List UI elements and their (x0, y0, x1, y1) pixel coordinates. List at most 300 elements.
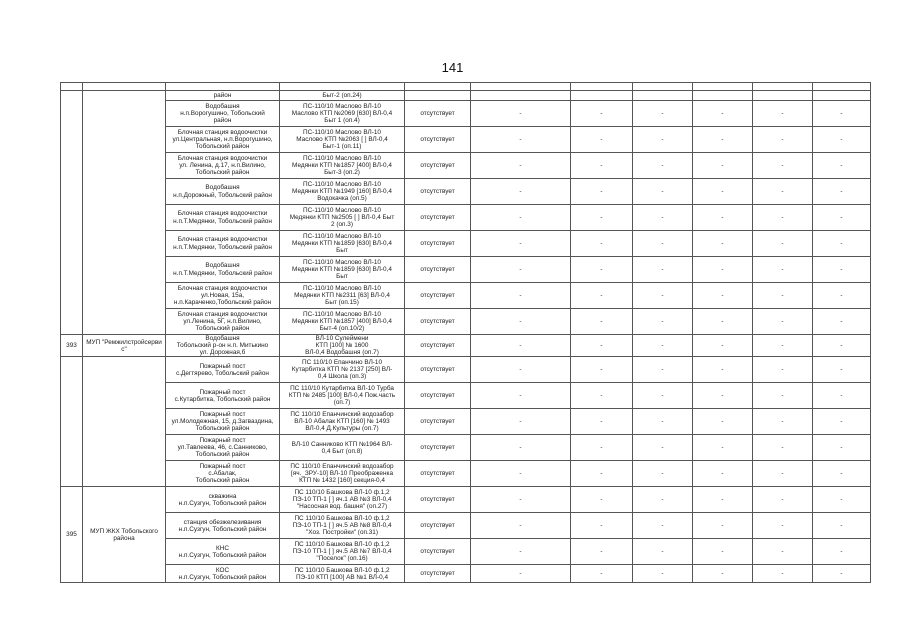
cell-line: Маслово КТП №2069 [630] ВЛ-0,4 (291, 109, 393, 117)
status-cell: отсутствует (405, 101, 471, 127)
cell-line: Блочная станция водоочистки (177, 284, 268, 292)
empty-cell (471, 83, 571, 91)
dash-cell: - (753, 205, 813, 231)
cell-line: ПЭ-10 ТП-1 [ ] яч.5 АВ №7 ВЛ-0,4 (292, 548, 392, 556)
dash-cell: - (633, 309, 693, 335)
dash-cell: - (633, 487, 693, 513)
dash-cell: - (571, 539, 633, 565)
dash-cell: - (633, 513, 693, 539)
dash-cell: - (813, 205, 871, 231)
table-row (61, 283, 871, 309)
cell-line: Тобольский район (195, 143, 250, 151)
cell-line: ул.Ленина, 5Г, н.п.Вилино, (183, 317, 262, 325)
cell-line: Медянки КТП №1857 [400] ВЛ-0,4 (292, 161, 392, 169)
status-cell (405, 91, 471, 101)
cell-line: Пожарный пост (199, 411, 246, 419)
organization-cell (83, 91, 166, 335)
dash-cell: - (633, 435, 693, 461)
dash-cell: - (633, 461, 693, 487)
cell-line: Тобольский р-он н.п. Митькино (176, 342, 269, 350)
power-source-cell (280, 179, 405, 205)
dash-cell: - (753, 435, 813, 461)
dash-cell: - (693, 179, 753, 205)
table-row (61, 487, 871, 513)
empty-cell (693, 83, 753, 91)
table-row (61, 565, 871, 583)
power-source-cell (280, 283, 405, 309)
cell-line: ПС-110/10 Маслово ВЛ-10 (303, 310, 381, 318)
table-row (61, 257, 871, 283)
cell-line: "Поселок" (оп.16) (316, 555, 368, 563)
dash-cell: - (693, 257, 753, 283)
status-cell: отсутствует (405, 487, 471, 513)
cell-line: ПС 110/10 Епанчинский водозабор (290, 463, 394, 471)
dash-cell: - (753, 513, 813, 539)
table-row (61, 91, 871, 101)
cell-line: скважина (208, 492, 237, 500)
cell-line: ул.Тавлеева, 46, с.Санниково, (177, 444, 268, 452)
cell-line: район (213, 91, 232, 99)
cell-line: ПС 110/10 Кутарбитка ВЛ-10 Турба (290, 385, 394, 393)
dash-cell: - (571, 335, 633, 357)
cell-line: Водокачка (оп.5) (317, 195, 367, 203)
dash-cell: - (693, 435, 753, 461)
status-cell: отсутствует (405, 513, 471, 539)
dash-cell: - (813, 153, 871, 179)
cell-line: Блочная станция водоочистки (177, 154, 268, 162)
dash-cell: - (753, 409, 813, 435)
status-cell: отсутствует (405, 231, 471, 257)
dash-cell: - (633, 409, 693, 435)
object-cell (166, 383, 280, 409)
table-row (61, 409, 871, 435)
row-number-cell: 393 (61, 335, 83, 357)
dash-cell: - (693, 565, 753, 583)
status-cell: отсутствует (405, 539, 471, 565)
cell-line: станция обезжелезивания (183, 518, 262, 526)
cell-line: Водобашня (205, 335, 240, 342)
dash-cell: - (693, 153, 753, 179)
dash-cell: - (813, 565, 871, 583)
cell-line: "Насосная вод. башня" (оп.27) (296, 503, 388, 511)
cell-line: ПС-110/10 Маслово ВЛ-10 (303, 102, 381, 110)
dash-cell: - (693, 539, 753, 565)
power-source-cell (280, 91, 405, 101)
cell-line: ПС-110/10 Маслово ВЛ-10 (303, 284, 381, 292)
power-source-cell (280, 205, 405, 231)
dash-cell: - (813, 513, 871, 539)
dash-cell: - (693, 309, 753, 335)
dash-cell (571, 91, 633, 101)
cell-line: Медянки КТП №2505 [ ] ВЛ-0,4 Быт (289, 213, 395, 221)
table-row (61, 205, 871, 231)
row-number-cell: 395 (61, 487, 83, 583)
dash-cell: - (471, 231, 571, 257)
dash-cell: - (813, 309, 871, 335)
dash-cell: - (471, 127, 571, 153)
cell-line: Пожарный пост (199, 362, 246, 370)
dash-cell: - (813, 435, 871, 461)
dash-cell: - (633, 257, 693, 283)
object-cell (166, 153, 280, 179)
object-cell (166, 205, 280, 231)
dash-cell: - (753, 487, 813, 513)
dash-cell: - (753, 101, 813, 127)
cell-line: ПС 110/10 Башкова ВЛ-10 ф.1,2 (294, 566, 390, 574)
dash-cell: - (693, 357, 753, 383)
cell-line: Быт-3 (оп.2) (324, 169, 360, 177)
cell-line: ПС 110/10 Епанчинский водозабор (290, 411, 394, 419)
table-row (61, 127, 871, 153)
cell-line: н.п.Сузгун, Тобольский район (178, 525, 267, 533)
cell-line: Быт-1 (оп.11) (322, 143, 362, 151)
dash-cell: - (571, 153, 633, 179)
empty-cell (61, 83, 83, 91)
cell-line: Водобашня (205, 184, 240, 192)
object-cell (166, 409, 280, 435)
dash-cell: - (471, 409, 571, 435)
cell-line: Водобашня (205, 102, 240, 110)
object-cell (166, 487, 280, 513)
dash-cell: - (471, 335, 571, 357)
power-source-cell (280, 435, 405, 461)
dash-cell: - (471, 487, 571, 513)
dash-cell: - (633, 153, 693, 179)
cell-line: Медянки КТП №2311 [63] ВЛ-0,4 (294, 291, 390, 299)
power-source-cell (280, 409, 405, 435)
dash-cell: - (571, 383, 633, 409)
dash-cell: - (571, 409, 633, 435)
cell-line: ул. Ленина, д.17, н.п.Вилино, (179, 161, 266, 169)
row-number-cell (61, 91, 83, 335)
dash-cell (471, 91, 571, 101)
cell-line: Пожарный пост (199, 437, 246, 445)
dash-cell: - (571, 283, 633, 309)
cell-line: Водобашня (205, 262, 240, 270)
dash-cell: - (633, 101, 693, 127)
empty-cell (633, 83, 693, 91)
dash-cell: - (633, 127, 693, 153)
dash-cell: - (571, 461, 633, 487)
cell-line: Медянки КТП №1857 [400] ВЛ-0,4 (292, 317, 392, 325)
status-cell: отсутствует (405, 205, 471, 231)
cell-line: н.п.Сузгун, Тобольский район (178, 551, 267, 559)
power-source-cell (280, 513, 405, 539)
dash-cell: - (813, 127, 871, 153)
dash-cell: - (633, 357, 693, 383)
dash-cell (813, 91, 871, 101)
power-source-cell (280, 565, 405, 583)
cell-line: "Хоз. Постройки" (оп.31) (306, 529, 378, 537)
status-cell: отсутствует (405, 461, 471, 487)
dash-cell: - (633, 205, 693, 231)
cell-line: с.Абалак, (208, 470, 237, 478)
dash-cell: - (471, 435, 571, 461)
cell-line: Медянки КТП №1859 [630] ВЛ-0,4 (292, 265, 392, 273)
table-top-row (61, 83, 871, 91)
object-cell (166, 335, 280, 357)
dash-cell: - (471, 309, 571, 335)
cell-line: Быт (оп.15) (325, 299, 359, 307)
dash-cell: - (471, 179, 571, 205)
cell-line: ул.Центральная, н.п.Ворогушино, (172, 135, 273, 143)
cell-line: н.п.Ворогушино, Тобольский (180, 109, 265, 117)
status-cell: отсутствует (405, 257, 471, 283)
dash-cell: - (813, 257, 871, 283)
cell-line: ПЭ-10 ТП-1 [ ] яч.5 АВ №8 ВЛ-0,4 (292, 522, 392, 530)
power-source-cell (280, 101, 405, 127)
dash-cell: - (471, 565, 571, 583)
dash-cell: - (753, 309, 813, 335)
table-row (61, 383, 871, 409)
status-cell: отсутствует (405, 565, 471, 583)
cell-line: Тобольский район (195, 325, 250, 333)
cell-line: (оп.7) (333, 399, 351, 407)
dash-cell: - (633, 383, 693, 409)
dash-cell: - (753, 357, 813, 383)
object-cell (166, 565, 280, 583)
cell-line: КТП [100] № 1600 (315, 342, 369, 350)
cell-line: ПС-110/10 Маслово ВЛ-10 (303, 180, 381, 188)
cell-line: ул.Молодежная, 15, д.Загваздина, (171, 418, 274, 426)
status-cell: отсутствует (405, 127, 471, 153)
cell-line: Тобольский район (195, 477, 250, 485)
object-cell (166, 91, 280, 101)
status-cell: отсутствует (405, 357, 471, 383)
power-source-cell (280, 127, 405, 153)
page-number: 141 (441, 60, 464, 75)
power-source-cell (280, 383, 405, 409)
cell-line: ПС 110/10 Епанчино ВЛ-10 (301, 359, 383, 367)
dash-cell: - (813, 539, 871, 565)
cell-line: ПС 110/10 Башкова ВЛ-10 ф.1,2 (294, 541, 390, 549)
object-cell (166, 357, 280, 383)
dash-cell: - (753, 153, 813, 179)
dash-cell (633, 91, 693, 101)
object-cell (166, 257, 280, 283)
cell-line: ПС 110/10 Башкова ВЛ-10 ф.1,2 (294, 489, 390, 497)
dash-cell: - (813, 487, 871, 513)
dash-cell: - (753, 283, 813, 309)
power-source-cell (280, 357, 405, 383)
organization-cell: МУП "Ремжилстройсерви с" (83, 335, 166, 357)
table-row (61, 153, 871, 179)
cell-line: Блочная станция водоочистки (177, 210, 268, 218)
dash-cell: - (813, 101, 871, 127)
table-row (61, 357, 871, 383)
power-source-cell (280, 539, 405, 565)
dash-cell: - (693, 231, 753, 257)
power-source-cell (280, 257, 405, 283)
dash-cell: - (633, 283, 693, 309)
cell-line: район (213, 117, 232, 125)
dash-cell: - (471, 205, 571, 231)
table-row (61, 513, 871, 539)
dash-cell: - (471, 357, 571, 383)
dash-cell: - (753, 335, 813, 357)
dash-cell: - (471, 101, 571, 127)
object-cell (166, 127, 280, 153)
organization-cell: МУП ЖКХ Тобольского района (83, 487, 166, 583)
status-cell: отсутствует (405, 309, 471, 335)
dash-cell: - (753, 461, 813, 487)
dash-cell: - (813, 461, 871, 487)
empty-cell (280, 83, 405, 91)
cell-line: н.п.Сузгун, Тобольский район (178, 573, 267, 581)
power-source-cell (280, 231, 405, 257)
dash-cell: - (633, 539, 693, 565)
table-row (61, 461, 871, 487)
organization-cell (83, 357, 166, 487)
cell-line: ПС-110/10 Маслово ВЛ-10 (303, 128, 381, 136)
dash-cell: - (471, 461, 571, 487)
table-row (61, 435, 871, 461)
dash-cell: - (471, 283, 571, 309)
dash-cell: - (571, 179, 633, 205)
cell-line: ПС-110/10 Маслово ВЛ-10 (303, 154, 381, 162)
cell-line: н.п.Сузгун, Тобольский район (178, 499, 267, 507)
cell-line: н.п.Т.Медянки, Тобольский район (173, 269, 272, 277)
empty-cell (405, 83, 471, 91)
power-source-cell (280, 309, 405, 335)
status-cell: отсутствует (405, 435, 471, 461)
cell-line: Пожарный пост (199, 463, 246, 471)
cell-line: н.п.Дорожный, Тобольский район (173, 191, 272, 199)
cell-line: 0,4 Быт (оп.8) (321, 447, 363, 455)
power-source-cell (280, 461, 405, 487)
dash-cell (753, 91, 813, 101)
dash-cell: - (693, 487, 753, 513)
cell-line: с.Дегтярево, Тобольский район (176, 369, 269, 377)
cell-line: КТП № 2485 [100] ВЛ-0,4 Пож.часть (288, 392, 396, 400)
cell-line: ВЛ-10 Сулеймени (315, 335, 369, 342)
dash-cell: - (571, 565, 633, 583)
dash-cell: - (813, 231, 871, 257)
status-cell: отсутствует (405, 409, 471, 435)
object-cell (166, 435, 280, 461)
cell-line: ПС-110/10 Маслово ВЛ-10 (303, 232, 381, 240)
empty-cell (753, 83, 813, 91)
cell-line: ПЭ-10 ТП-1 [ ] яч.1 АВ №3 ВЛ-0,4 (292, 496, 392, 504)
dash-cell: - (753, 257, 813, 283)
object-cell (166, 309, 280, 335)
dash-cell: - (693, 101, 753, 127)
table-row (61, 335, 871, 357)
dash-cell: - (571, 101, 633, 127)
dash-cell: - (571, 487, 633, 513)
dash-cell: - (813, 409, 871, 435)
dash-cell: - (633, 565, 693, 583)
cell-line: с.Кутарбитка, Тобольский район (174, 395, 271, 403)
dash-cell: - (693, 383, 753, 409)
dash-cell: - (571, 513, 633, 539)
cell-line: 0,4 Школа (оп.3) (317, 373, 367, 381)
dash-cell: - (813, 383, 871, 409)
objects-table (60, 82, 871, 583)
cell-line: [яч._ЗРУ-10] ВЛ-10 Преображенка (291, 470, 393, 478)
cell-line: ПС 110/10 Башкова ВЛ-10 ф.1,2 (294, 515, 390, 523)
cell-line: КТП № 1432 [160] секция-0,4 (299, 477, 385, 485)
table-row (61, 539, 871, 565)
object-cell (166, 231, 280, 257)
status-cell: отсутствует (405, 283, 471, 309)
table-body (61, 83, 871, 583)
cell-line: Маслово КТП №2063 [ ] ВЛ-0,4 (296, 135, 388, 143)
status-cell: отсутствует (405, 153, 471, 179)
power-source-cell (280, 153, 405, 179)
object-cell (166, 461, 280, 487)
dash-cell: - (753, 539, 813, 565)
empty-cell (166, 83, 280, 91)
dash-cell: - (471, 153, 571, 179)
cell-line: Блочная станция водоочистки (177, 128, 268, 136)
cell-line: ПС-110/10 Маслово ВЛ-10 (303, 258, 381, 266)
cell-line: ВЛ-0,4 Водобашня (оп.7) (305, 349, 379, 357)
dash-cell: - (571, 357, 633, 383)
dash-cell: - (753, 127, 813, 153)
cell-line: ПС-110/10 Маслово ВЛ-10 (303, 206, 381, 214)
dash-cell: - (753, 231, 813, 257)
cell-line: Блочная станция водоочистки (177, 236, 268, 244)
dash-cell: - (693, 127, 753, 153)
dash-cell: - (471, 257, 571, 283)
dash-cell: - (571, 257, 633, 283)
dash-cell: - (693, 335, 753, 357)
status-cell: отсутствует (405, 335, 471, 357)
cell-line: Быт (336, 273, 348, 281)
status-cell: отсутствует (405, 383, 471, 409)
cell-line: Быт 1 (оп.4) (324, 117, 360, 125)
dash-cell: - (471, 539, 571, 565)
dash-cell: - (471, 383, 571, 409)
object-cell (166, 179, 280, 205)
empty-cell (83, 83, 166, 91)
cell-line: КНС (216, 544, 229, 552)
dash-cell: - (571, 435, 633, 461)
cell-line: 2 (оп.3) (331, 221, 353, 229)
dash-cell (693, 91, 753, 101)
empty-cell (571, 83, 633, 91)
object-cell (166, 101, 280, 127)
dash-cell: - (693, 283, 753, 309)
dash-cell: - (633, 335, 693, 357)
cell-line: ул. Дорожная,б (199, 349, 246, 357)
power-source-cell (280, 487, 405, 513)
object-cell (166, 539, 280, 565)
dash-cell: - (693, 205, 753, 231)
cell-line: Медянки КТП №1859 [630] ВЛ-0,4 (292, 239, 392, 247)
cell-line: Тобольский район (195, 169, 250, 177)
cell-line: Быт-4 (оп.10/2) (319, 325, 365, 333)
table-row (61, 101, 871, 127)
cell-line: Быт (336, 247, 348, 255)
cell-line: КОС (215, 566, 230, 574)
dash-cell: - (693, 409, 753, 435)
cell-line: Пожарный пост (199, 388, 246, 396)
object-cell (166, 513, 280, 539)
dash-cell: - (753, 565, 813, 583)
dash-cell: - (693, 513, 753, 539)
table-row (61, 231, 871, 257)
cell-line: н.п.Т.Медянки, Тобольский район (173, 243, 272, 251)
cell-line: ул.Новая, 15а, (200, 291, 245, 299)
dash-cell: - (693, 461, 753, 487)
row-number-cell (61, 357, 83, 487)
dash-cell: - (813, 357, 871, 383)
dash-cell: - (471, 513, 571, 539)
empty-cell (813, 83, 871, 91)
cell-line: Медянки КТП №1949 [160] ВЛ-0,4 (292, 187, 392, 195)
